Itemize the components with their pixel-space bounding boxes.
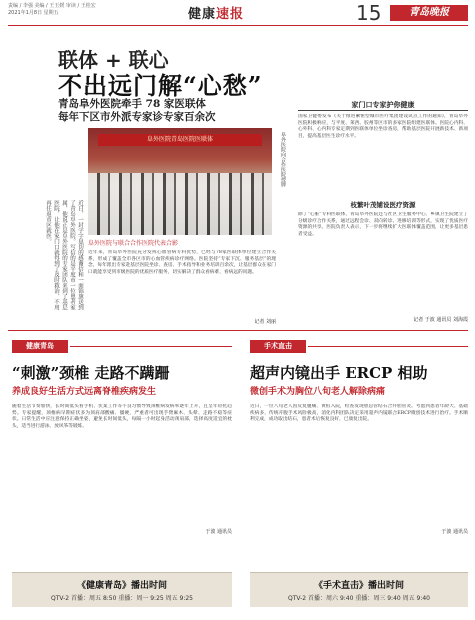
page-number: 15 xyxy=(356,1,382,25)
column-name-a: 健康 xyxy=(188,7,217,22)
lead-subhead-2: 每年下区市外派专家诊专家百余次 xyxy=(58,111,216,123)
masthead-meta xyxy=(8,3,96,17)
lead-author: 记者 刘丽 xyxy=(254,319,276,325)
photo-side-caption: 阜外医院向合作医院授牌 xyxy=(280,132,286,187)
right-column-body-2: 除了“心脏”专科医联体，青岛阜外医院还与社区卫生服务中心、乡镇卫生院建立了分级诊疗合作关系，通过远程会诊、双向转诊、进修培训等形式，实现了优质医疗资源的共享。医院负责人表示，下一步将继续扩大医联体覆盖范围，让更多基层患者受益。 xyxy=(298,212,468,238)
bottom-left-subhead: 养成良好生活方式远离脊椎疾病发生 xyxy=(12,387,157,397)
editor-credits: 责编 / 李强 美编 / 王玉媛 审读 / 王桂宏 xyxy=(8,3,96,9)
footer-health-title: 《健康青岛》播出时间 xyxy=(76,581,167,591)
paper-logo: 青岛晚报 xyxy=(390,5,468,21)
lead-subhead-1: 青岛阜外医院牵手 78 家医联体 xyxy=(58,98,206,110)
section-label-surgery: 手术直击 xyxy=(250,340,306,353)
footer-surgery-title: 《手术直击》播出时间 xyxy=(313,581,404,591)
section-rule-left xyxy=(70,346,232,347)
masthead-rule xyxy=(8,25,468,26)
photo-caption: 阜外医院与联合合作医院代表合影 xyxy=(88,240,179,247)
footer-schedule-surgery xyxy=(250,572,468,607)
right-column-author: 记者 于波 通讯员 刘海霞 xyxy=(413,317,468,323)
lead-headline: 不出远门解“心愁” xyxy=(58,71,263,100)
bottom-left-body: 随着生活节奏加快，长时间低头看手机、伏案工作等不良习惯导致颈椎病发病率逐年上升，且呈年轻化趋势。专家提醒，颈椎病早期症状多为颈肩部酸痛、僵硬，严重者可出现手臂麻木、头晕、走路不稳等症状。日常生活中应注意保持正确坐姿，避免长时间低头，每隔一小时起身活动颈肩部，选择高度适宜的枕头，适当进行游泳、放风筝等锻炼。 xyxy=(12,404,232,430)
masthead xyxy=(0,0,475,26)
right-column-subtitle: 枝繁叶茂铺设医疗资源 xyxy=(350,201,416,209)
lead-body: 近年来，青岛阜外医院充分发挥心血管病专科优势，已经与78家医联体单位建立合作关系，形成了覆盖全市各区市的心血管疾病诊疗网络。医院坚持“专家下沉、服务基层”的理念，每年派出专家赴基层医院坐诊、查房、手术指导和业务培训百余次，让基层群众在家门口就能享受到市级医院的优质医疗服务，切实解决了群众看病难、看病远的问题。 xyxy=(88,250,276,276)
section-rule-right xyxy=(308,346,468,347)
column-name-b: 速报 xyxy=(216,7,245,22)
photo-group-image xyxy=(88,173,272,235)
footer-health-info: QTV-2 首播：周五 8:50 重播：周一 9:25 周五 9:25 xyxy=(51,595,193,602)
right-column-body-1: 国家卫健委发布《关于推进紧密型城市医疗集团建设试点工作的通知》，青岛阜外医院积极响应，与平度、莱西、胶州等区市的多家医院组建医联体。医院心内科、心外科、心内科专家定期到医联体单位坐诊查房，帮助基层医院开展新技术、新项目，提高基层医生诊疗水平。 xyxy=(298,114,468,140)
bottom-right-headline: 超声内镜出手 ERCP 相助 xyxy=(250,364,428,382)
section-divider xyxy=(8,330,468,331)
bottom-left-author: 于波 通讯员 xyxy=(205,529,232,535)
bottom-right-subhead: 微创手术为胸位八旬老人解除病痛 xyxy=(250,387,386,397)
lead-kicker: 联体 + 联心 xyxy=(58,48,169,72)
right-column-rule xyxy=(298,110,468,111)
footer-surgery-info: QTV-2 首播：周六 9:40 重播：周三 9:40 周五 9:40 xyxy=(288,595,430,602)
issue-date: 2021年1月8日 星期五 xyxy=(8,10,59,16)
photo-banner: 阜外医院青岛医院医联体 xyxy=(98,134,262,146)
right-column-title: 家门口专家护你健康 xyxy=(351,100,415,109)
bottom-left-headline: “刺激”颈椎 走路不蹒跚 xyxy=(12,364,170,382)
lead-photo xyxy=(88,128,272,235)
bottom-right-body: 近日，一位八旬老人因反复腹痛、黄疸入院，检查发现胆总管结石合并胆管炎。考虑到患者年龄大、基础疾病多，传统开腹手术风险极高，消化内科团队决定采用超声内镜联合ERCP微创技术进行治疗。手术顺利完成，成功取出结石，患者术后恢复良好，已康复出院。 xyxy=(250,404,468,423)
bottom-right-author: 于波 通讯员 xyxy=(441,529,468,535)
footer-schedule-health xyxy=(12,572,232,607)
column-name xyxy=(188,3,244,22)
section-label-health: 健康青岛 xyxy=(12,340,68,353)
lead-vertical-text: 近日，一封字字恳切的感谢信和一面锦旗送到了青岛阜外医院。写信的是平度市一位患者家属，他说正是阜外医院的专家团队来到了基层医院，让他在家门口就得到了及时救治，不用再往返市区就医。 xyxy=(45,200,83,310)
